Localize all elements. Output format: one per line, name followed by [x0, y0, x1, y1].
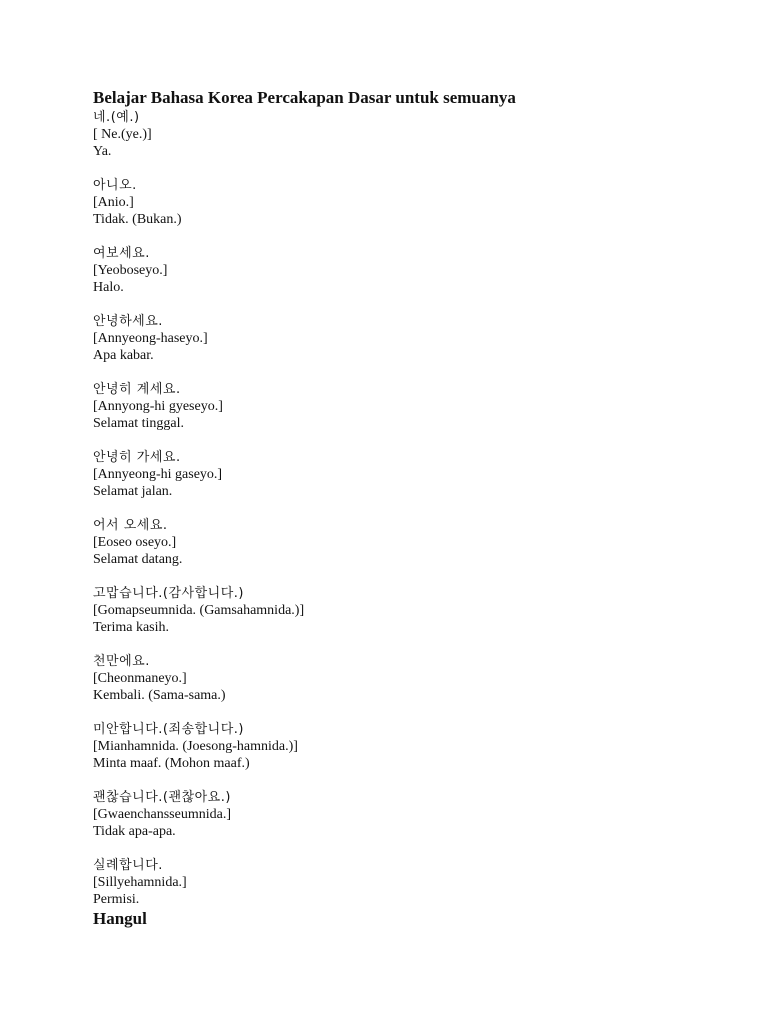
meaning: Halo.: [93, 280, 124, 295]
korean-phrase: 안녕히 계세요.: [93, 382, 181, 397]
meaning: Permisi.: [93, 892, 140, 907]
phrase-entry: [93, 857, 733, 908]
phrase-entry: [93, 517, 733, 568]
meaning: Apa kabar.: [93, 348, 154, 363]
korean-phrase: 미안합니다.(죄송합니다.): [93, 722, 244, 737]
meaning: Terima kasih.: [93, 620, 169, 635]
meaning: Selamat datang.: [93, 552, 183, 567]
phrase-entry: [93, 245, 733, 296]
phrase-entry: [93, 653, 733, 704]
romanization: [Cheonmaneyo.]: [93, 671, 187, 686]
meaning: Selamat jalan.: [93, 484, 173, 499]
phrase-entry: [93, 449, 733, 500]
meaning: Minta maaf. (Mohon maaf.): [93, 756, 250, 771]
romanization: [Sillyehamnida.]: [93, 875, 187, 890]
romanization: [Anio.]: [93, 195, 134, 210]
korean-phrase: 여보세요.: [93, 246, 150, 261]
romanization: [Eoseo oseyo.]: [93, 535, 177, 550]
meaning: Tidak apa-apa.: [93, 824, 176, 839]
phrase-entry: [93, 313, 733, 364]
romanization: [Gomapseumnida. (Gamsahamnida.)]: [93, 603, 305, 618]
section-heading: Hangul: [93, 909, 147, 928]
romanization: [Gwaenchansseumnida.]: [93, 807, 232, 822]
meaning: Selamat tinggal.: [93, 416, 184, 431]
korean-phrase: 안녕하세요.: [93, 314, 163, 329]
romanization: [Annyeong-hi gaseyo.]: [93, 467, 223, 482]
korean-phrase: 괜찮습니다.(괜찮아요.): [93, 790, 231, 805]
korean-phrase: 실례합니다.: [93, 858, 163, 873]
korean-phrase: 안녕히 가세요.: [93, 450, 181, 465]
romanization: [Yeoboseyo.]: [93, 263, 168, 278]
phrase-entry: [93, 109, 733, 160]
document-title: Belajar Bahasa Korea Percakapan Dasar untuk semuanya: [93, 88, 516, 107]
korean-phrase: 네.(예.): [93, 110, 140, 125]
korean-phrase: 어서 오세요.: [93, 518, 168, 533]
romanization: [Mianhamnida. (Joesong-hamnida.)]: [93, 739, 298, 754]
phrase-entry: [93, 721, 733, 772]
phrase-entry: [93, 381, 733, 432]
phrase-list: [93, 109, 733, 908]
romanization: [ Ne.(ye.)]: [93, 127, 152, 142]
phrase-entry: [93, 789, 733, 840]
meaning: Ya.: [93, 144, 112, 159]
romanization: [Annyeong-haseyo.]: [93, 331, 208, 346]
document-page: [93, 87, 733, 930]
romanization: [Annyong-hi gyeseyo.]: [93, 399, 223, 414]
phrase-entry: [93, 177, 733, 228]
meaning: Tidak. (Bukan.): [93, 212, 182, 227]
phrase-entry: [93, 585, 733, 636]
korean-phrase: 고맙습니다.(감사합니다.): [93, 586, 244, 601]
korean-phrase: 아니오.: [93, 178, 137, 193]
meaning: Kembali. (Sama-sama.): [93, 688, 226, 703]
korean-phrase: 천만에요.: [93, 654, 150, 669]
